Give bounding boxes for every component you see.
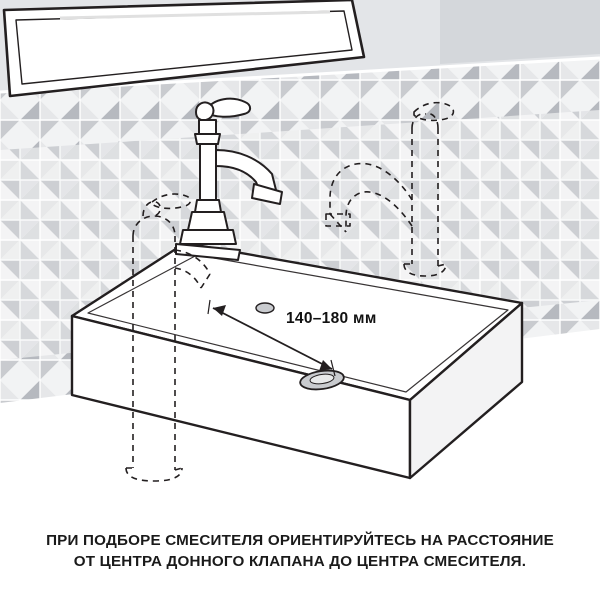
measurement-label: 140–180 мм — [286, 310, 377, 327]
caption-line-1: ПРИ ПОДБОРЕ СМЕСИТЕЛЯ ОРИЕНТИРУЙТЕСЬ НА РАССТОЯНИЕ — [46, 532, 554, 549]
caption-line-2: ОТ ЦЕНТРА ДОННОГО КЛАПАНА ДО ЦЕНТРА СМЕСИТЕЛЯ. — [73, 553, 527, 570]
caption — [0, 530, 600, 572]
